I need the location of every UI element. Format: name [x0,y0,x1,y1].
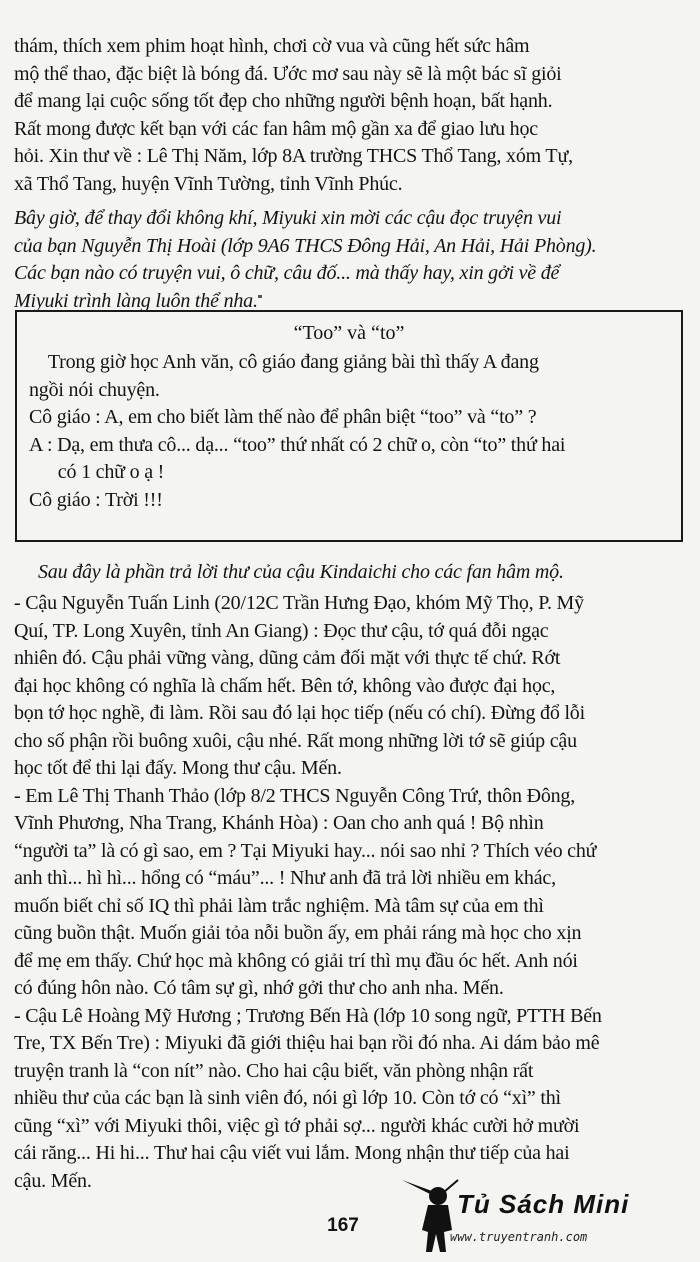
text-line: để mang lại cuộc sống tốt đẹp cho những người bệnh hoạn, bất hạnh. [14,90,553,112]
text-line: xã Thổ Tang, huyện Vĩnh Tường, tỉnh Vĩnh Phúc. [14,172,403,195]
text-line: để mẹ em thấy. Chứ học mà không có giải trí thì mụ đầu óc hết. Anh nói [14,949,578,972]
text-line: Các bạn nào có truyện vui, ô chữ, câu đố... mà thấy hay, xin gởi về để [14,262,560,284]
text-line: cũng “xì” với Miyuki thôi, việc gì tớ phải sợ... người khác cười hở mười [14,1114,580,1137]
ninja-figure-icon [400,1172,460,1262]
divider-dot [258,295,262,298]
joke-box [15,310,683,542]
text-line: Trong giờ học Anh văn, cô giáo đang giảng bài thì thấy A đang [29,351,539,373]
answers-intro [14,559,696,587]
text-line: nhiều thư của các bạn là sinh viên đó, nói gì lớp 10. Còn tớ có “xì” thì [14,1087,561,1109]
text-line: “người ta” là có gì sao, em ? Tại Miyuki hay... nói sao nhỉ ? Thích véo chứ [14,839,597,862]
text-line: của bạn Nguyễn Thị Hoài (lớp 9A6 THCS Đông Hải, An Hải, Hải Phòng). [14,234,597,257]
text-line: thám, thích xem phim hoạt hình, chơi cờ vua và cũng hết sức hâm [14,35,530,57]
text-line: Cô giáo : A, em cho biết làm thế nào để phân biệt “too” và “to” ? [29,406,537,428]
text-line: A : Dạ, em thưa cô... dạ... “too” thứ nhất có 2 chữ o, còn “to” thứ hai [29,433,566,456]
text-line: bọn tớ học nghề, đi làm. Rồi sau đó lại học tiếp (nếu có chí). Đừng đổ lỗi [14,702,585,724]
text-line: cái răng... Hi hi... Thư hai cậu viết vui lắm. Mong nhận thư tiếp của hai [14,1142,570,1164]
text-line: học tốt để thi lại đấy. Mong thư cậu. Mến. [14,757,342,779]
page-number: 167 [327,1215,359,1236]
text-line: Miyuki trình làng luôn thể nha. [14,289,258,312]
watermark-title: Tủ Sách Mini [457,1189,630,1219]
answers-section [14,590,696,1195]
text-line: - Em Lê Thị Thanh Thảo (lớp 8/2 THCS Nguyễn Công Trứ, thôn Đông, [14,784,576,807]
text-line: Tre, TX Bến Tre) : Miyuki đã giới thiệu hai bạn rồi đó nha. Ai dám bảo mê [14,1032,600,1054]
text-line: cậu. Mến. [14,1169,92,1192]
text-line: đại học không có nghĩa là chấm hết. Bên tớ, không vào được đại học, [14,674,556,697]
text-line: có đúng hôn nào. Có tâm sự gì, nhớ gởi thư cho anh nha. Mến. [14,977,504,999]
text-line: Rất mong được kết bạn với các fan hâm mộ gần xa để giao lưu học [14,117,538,140]
intro-paragraph [14,33,696,198]
text-line: cho số phận rồi buông xuôi, cậu nhé. Rất mong những lời tớ sẽ giúp cậu [14,729,577,752]
text-line: ngồi nói chuyện. [29,378,160,401]
text-line: Vĩnh Phương, Nha Trang, Khánh Hòa) : Oan cho anh quá ! Bộ nhìn [14,812,544,834]
text-line: Sau đây là phần trả lời thư của cậu Kindaichi cho các fan hâm mộ. [38,561,564,583]
text-line: nhiên đó. Cậu phải vững vàng, dũng cảm đối mặt với thực tế chứ. Rớt [14,647,561,669]
text-line: - Cậu Nguyễn Tuấn Linh (20/12C Trần Hưng Đạo, khóm Mỹ Thọ, P. Mỹ [14,592,584,614]
watermark-url: www.truyentranh.com [450,1230,588,1244]
text-line: Bây giờ, để thay đổi không khí, Miyuki xin mời các cậu đọc truyện vui [14,207,562,229]
text-line: muốn biết chỉ số IQ thì phải làm trắc nghiệm. Mà tâm sự của em thì [14,894,544,917]
text-line: truyện tranh là “con nít” nào. Cho hai cậu biết, văn phòng nhận rất [14,1059,534,1082]
joke-body [29,349,677,514]
text-line: có 1 chữ o ạ ! [29,461,165,483]
text-line: - Cậu Lê Hoàng Mỹ Hương ; Trương Bến Hà (lớp 10 song ngữ, PTTH Bến [14,1004,602,1027]
text-line: Quí, TP. Long Xuyên, tỉnh An Giang) : Đọc thư cậu, tớ quá đỗi ngạc [14,619,549,642]
text-line: hỏi. Xin thư về : Lê Thị Năm, lớp 8A trường THCS Thổ Tang, xóm Tự, [14,145,573,167]
editor-note [14,205,696,315]
joke-title: “Too” và “to” [293,322,405,344]
watermark-logo [400,1172,700,1262]
text-line: mộ thể thao, đặc biệt là bóng đá. Ước mơ sau này sẽ là một bác sĩ giỏi [14,62,562,85]
text-line: Cô giáo : Trời !!! [29,488,163,511]
text-line: anh thì... hì hì... hổng có “máu”... ! Như anh đã trả lời nhiều em khác, [14,867,556,889]
text-line: cũng buồn thật. Muốn giải tỏa nỗi buồn ấy, em phải ráng mà học cho xịn [14,922,582,944]
